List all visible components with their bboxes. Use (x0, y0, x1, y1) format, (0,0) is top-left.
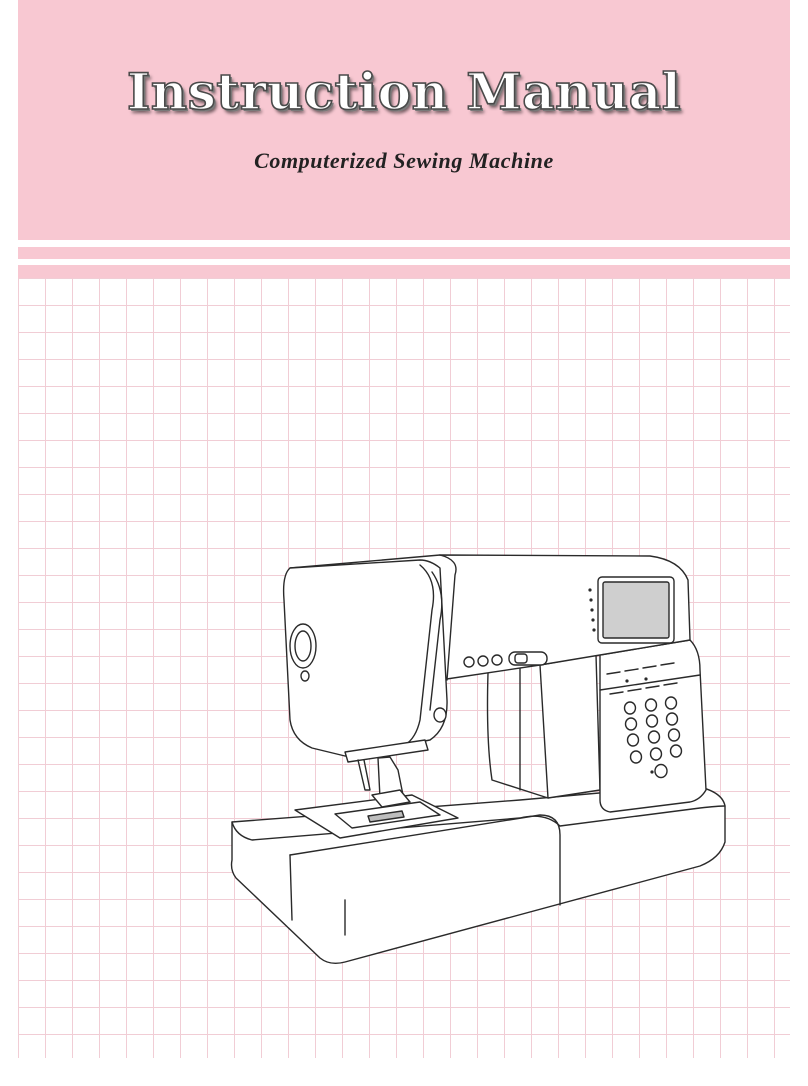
pink-stripe-upper (18, 247, 790, 259)
cover-subtitle: Computerized Sewing Machine (254, 148, 554, 173)
cover-header (18, 0, 790, 240)
sewing-machine-icon (225, 548, 730, 970)
pink-stripe-lower (18, 265, 790, 278)
cover-title: Instruction Manual (126, 62, 682, 121)
